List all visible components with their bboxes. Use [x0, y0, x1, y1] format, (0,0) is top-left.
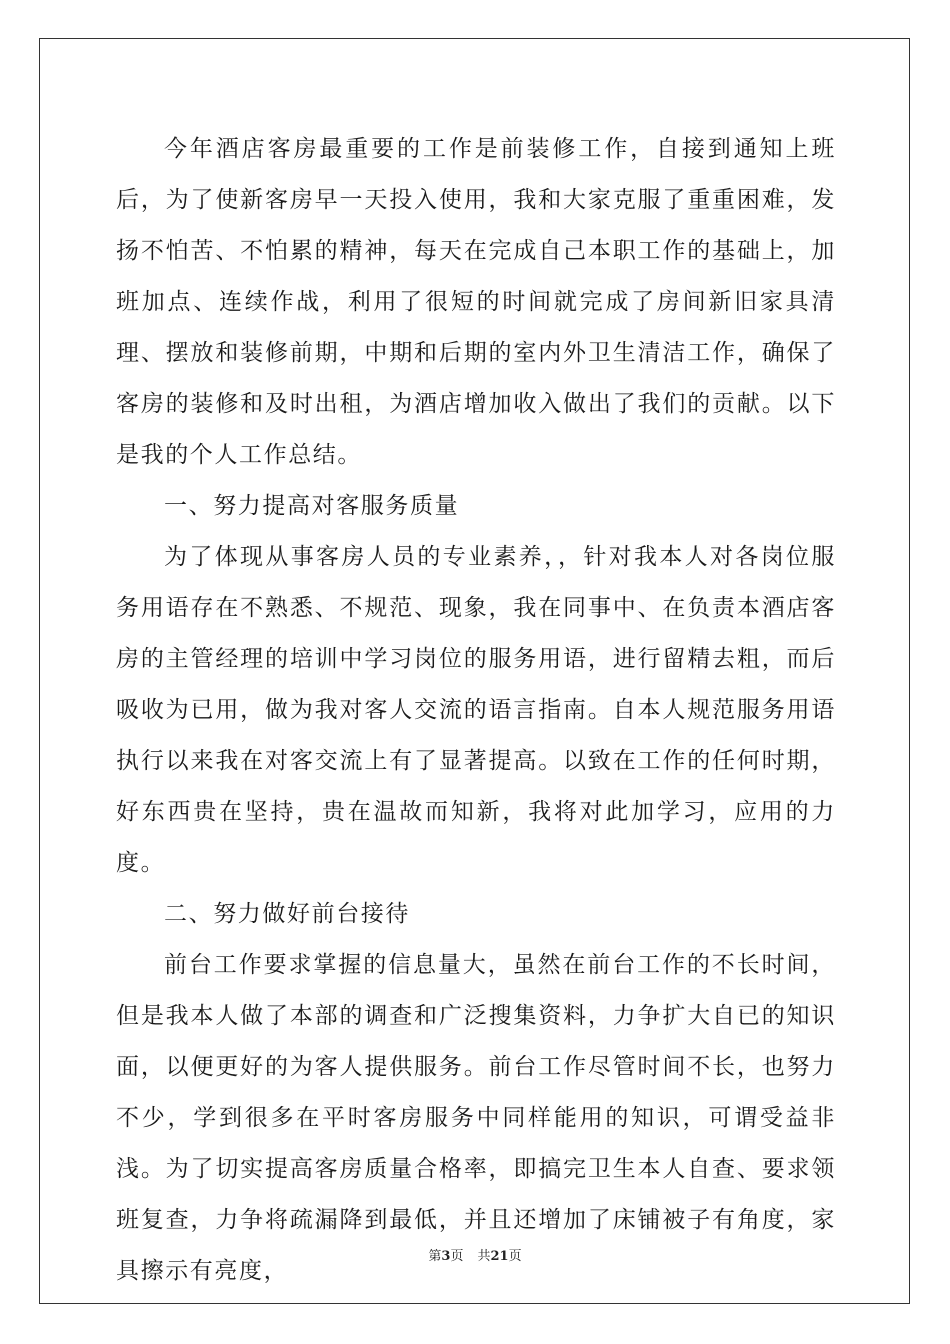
- body-paragraph-service-quality: 为了体现从事客房人员的专业素养，，针对我本人对各岗位服务用语存在不熟悉、不规范、现象，我在同事中、在负责本酒店客房的主管经理的培训中学习岗位的服务用语，进行留精去粗，而后吸收为已用，做为我对客人交流的语言指南。自本人规范服务用语执行以来我在对客交流上有了显著提高。以致在工作的任何时期，好东西贵在坚持，贵在温故而知新，我将对此加学习，应用的力度。: [116, 544, 836, 876]
- total-pages: 21: [490, 1249, 509, 1264]
- document-body: [116, 124, 836, 1297]
- page-unit: 页: [450, 1249, 464, 1264]
- body-paragraph-front-desk: 前台工作要求掌握的信息量大，虽然在前台工作的不长时间，但是我本人做了本部的调查和广泛搜集资料，力争扩大自已的知识面，以便更好的为客人提供服务。前台工作尽管时间不长，也努力不少，学到很多在平时客房服务中同样能用的知识，可谓受益非浅。为了切实提高客房质量合格率，即搞完卫生本人自查、要求领班复查，力争将疏漏降到最低，并且还增加了床铺被子有角度，家具擦示有亮度，: [116, 952, 836, 1284]
- page-footer: [0, 1245, 950, 1264]
- section-heading-service-quality: 一、努力提高对客服务质量: [164, 493, 460, 519]
- body-paragraph-intro: 今年酒店客房最重要的工作是前装修工作，自接到通知上班后，为了使新客房早一天投入使用，我和大家克服了重重困难，发扬不怕苦、不怕累的精神，每天在完成自己本职工作的基础上，加班加点、连续作战，利用了很短的时间就完成了房间新旧家具清理、摆放和装修前期，中期和后期的室内外卫生清洁工作，确保了客房的装修和及时出租，为酒店增加收入做出了我们的贡献。以下是我的个人工作总结。: [116, 136, 836, 468]
- page-number: 3: [441, 1249, 451, 1264]
- page-prefix: 第: [428, 1249, 442, 1264]
- section-heading-front-desk: 二、努力做好前台接待: [164, 901, 410, 927]
- total-prefix: 共: [477, 1249, 491, 1264]
- total-unit: 页: [508, 1249, 522, 1264]
